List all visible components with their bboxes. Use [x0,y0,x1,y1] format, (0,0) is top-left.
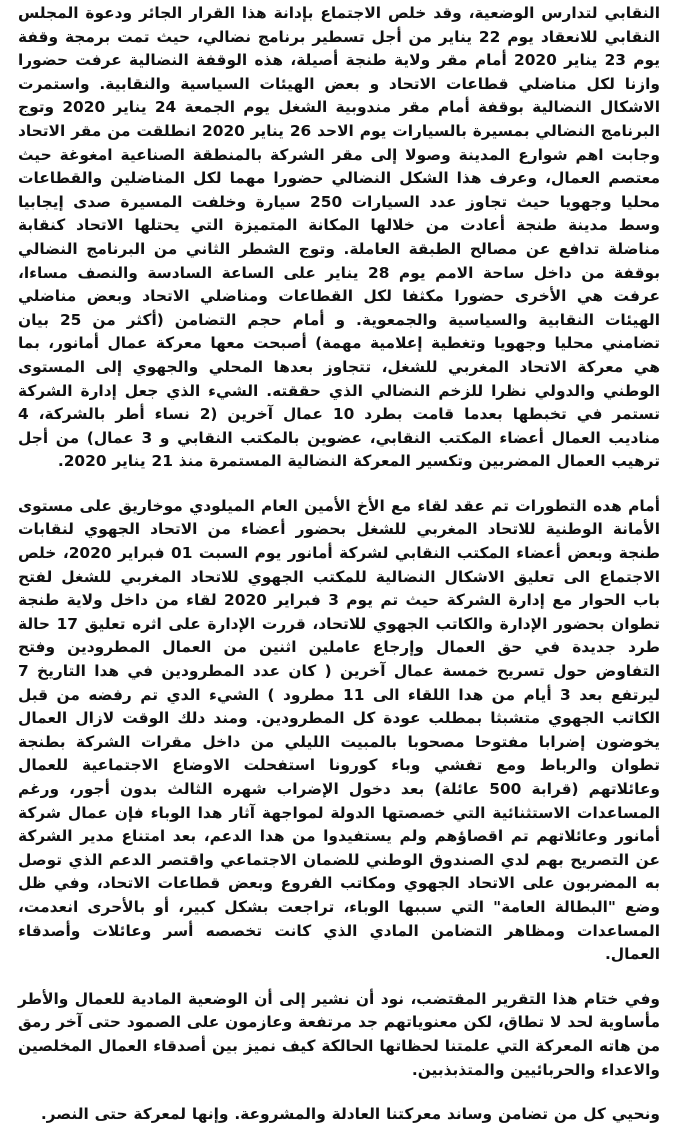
paragraph-conclusion: وفي ختام هذا التقرير المقتضب، نود أن نشير إلى أن الوضعية المادية للعمال والأطر مأساوية لحد لا تطاق، لكن معنوياتهم جد مرتفعة وعازمون على الصمود حتى آخر رمق من هاته المعركة التي علمتنا لحظاتها الحالكة كيف نميز بين أصدقاء العمال المخلصين والاعداء والحربائيين والمتذبذبين. [18,989,660,1079]
paragraph-closing-salute: ونحيي كل من تضامن وساند معركتنا العادلة والمشروعة. وإنها لمعركة حتى النصر. [40,1105,660,1124]
paragraph-negotiations: أمام هده التطورات تم عقد لقاء مع الأخ الأمين العام الميلودي موخاريق على مستوى الأمانة الوطنية للاتحاد المغربي للشغل بحضور أعضاء من الاتحاد الجهوي لنقابات طنجة وبعض أعضاء المكتب النقابي لشركة أمانور يوم السبت 01 فبراير 2020، خلص الاجتماع الى تعليق الاشكال النضالية للمكتب الجهوي للاتحاد المغربي للشغل لفتح باب الحوار مع إدارة الشركة حيث تم يوم 3 فبراير 2020 لقاء من داخل ولاية طنجة تطوان بحضور الإدارة والكاتب الجهوي للاتحاد، قررت الإدارة على اثره تعليق 17 حالة طرد جديدة في حق العمال وإرجاع عاملين اثنين من العمال المطرودين وفتح التفاوض حول تسريح خمسة عمال آخرين ( كان عدد المطرودين في هدا التاريخ 7 ليرتفع بعد 3 أيام من هدا اللقاء الى 11 مطرود ) الشيء الدي تم رفضه من قبل الكاتب الجهوي متشبثا بمطلب عودة كل المطرودين. ومند دلك الوقت لازال العمال يخوضون إضرابا مفتوحا مصحوبا بالمبيت الليلي من داخل مقرات الشركة بطنجة تطوان والرباط ومع تفشي وباء كورونا استفحلت الاوضاع الاجتماعية للعمال وعائلاتهم (قرابة 500 عائلة) بعد دخول الإضراب شهره الثالث بدون أجور، ورغم المساعدات الاستثنائية التي خصصتها الدولة لمواجهة آثار هدا الوباء فإن عمال شركة أمانور وعائلاتهم تم اقصاؤهم ولم يستفيدوا من هدا الدعم، بعد امتناع مدير الشركة عن التصريح بهم لدي الصندوق الوطني للضمان الاجتماعي واقتصر الدعم الذي توصل به المضربون على الاتحاد الجهوي ومكاتب الفروع وبعض قطاعات الاتحاد، وفي ظل وضع "البطالة العامة" التي سببها الوباء، تراجعت بشكل كبير، أو بالأحرى انعدمت، المساعدات ومظاهر التضامن المادي الذي كانت تخصصه أسر وعائلات وأصدقاء العمال. [18,496,661,964]
paragraph-strike-history: النقابي لتدارس الوضعية، وقد خلص الاجتماع بإدانة هذا القرار الجائر ودعوة المجلس النقابي للانعقاد يوم 22 يناير من أجل تسطير برنامج نضالي، حيث تمت برمجة وقفة يوم 23 يناير 2020 أمام مقر ولاية طنجة أصيلة، هذه الوقفة النضالية عرفت حضورا وازنا لكل مناضلي قطاعات الاتحاد و بعض الهيئات السياسية والنقابية. واستمرت الاشكال النضالية بوقفة أمام مقر مندوبية الشغل يوم الجمعة 24 يناير 2020 وتوج البرنامج النضالي بمسيرة بالسيارات يوم الاحد 26 يناير 2020 انطلقت من مقر الاتحاد وجابت اهم شوارع المدينة وصولا إلى مقر الشركة بالمنطقة الصناعية امغوغة حيث معتصم العمال، وعرف هذا الشكل النضالي حضورا مهما لكل المناضلين والقطاعات محليا وجهويا حيث تجاوز عدد السيارات 250 سيارة وخلفت المسيرة صدى إيجابيا وسط مدينة طنجة أعادت من خلالها المكانة المتميزة التي يحتلها الاتحاد كنقابة مناضلة تدافع عن مصالح الطبقة العاملة. وتوج الشطر الثاني من البرنامج النضالي بوقفة من داخل ساحة الامم يوم 28 يناير على الساعة السادسة والنصف مساءا، عرفت هي الأخرى حضورا مكثفا لكل القطاعات ومناضلي الاتحاد وبعض مناضلي الهيئات النقابية والسياسية والجمعوية. و أمام حجم التضامن (أكثر من 25 بيان تضامني محليا وجهويا وتغطية إعلامية مهمة) أصبحت معها معركة عمال أمانور، بما هي معركة الاتحاد المغربي للشغل، تتجاوز بعدها المحلي والجهوي إلى المستوى الوطني والدولي نظرا للزخم النضالي الذي حققته. الشيء الذي جعل إدارة الشركة تستمر في تخبطها بعدما قامت بطرد 10 عمال آخرين (2 نساء أطر بالشركة، 4 مناديب العمال أعضاء المكتب النقابي، عضوين بالمكتب النقابي و 3 عمال) من أجل ترهيب العمال المضربين وتكسير المعركة النضالية المستمرة منذ 21 يناير 2020. [18,4,661,471]
